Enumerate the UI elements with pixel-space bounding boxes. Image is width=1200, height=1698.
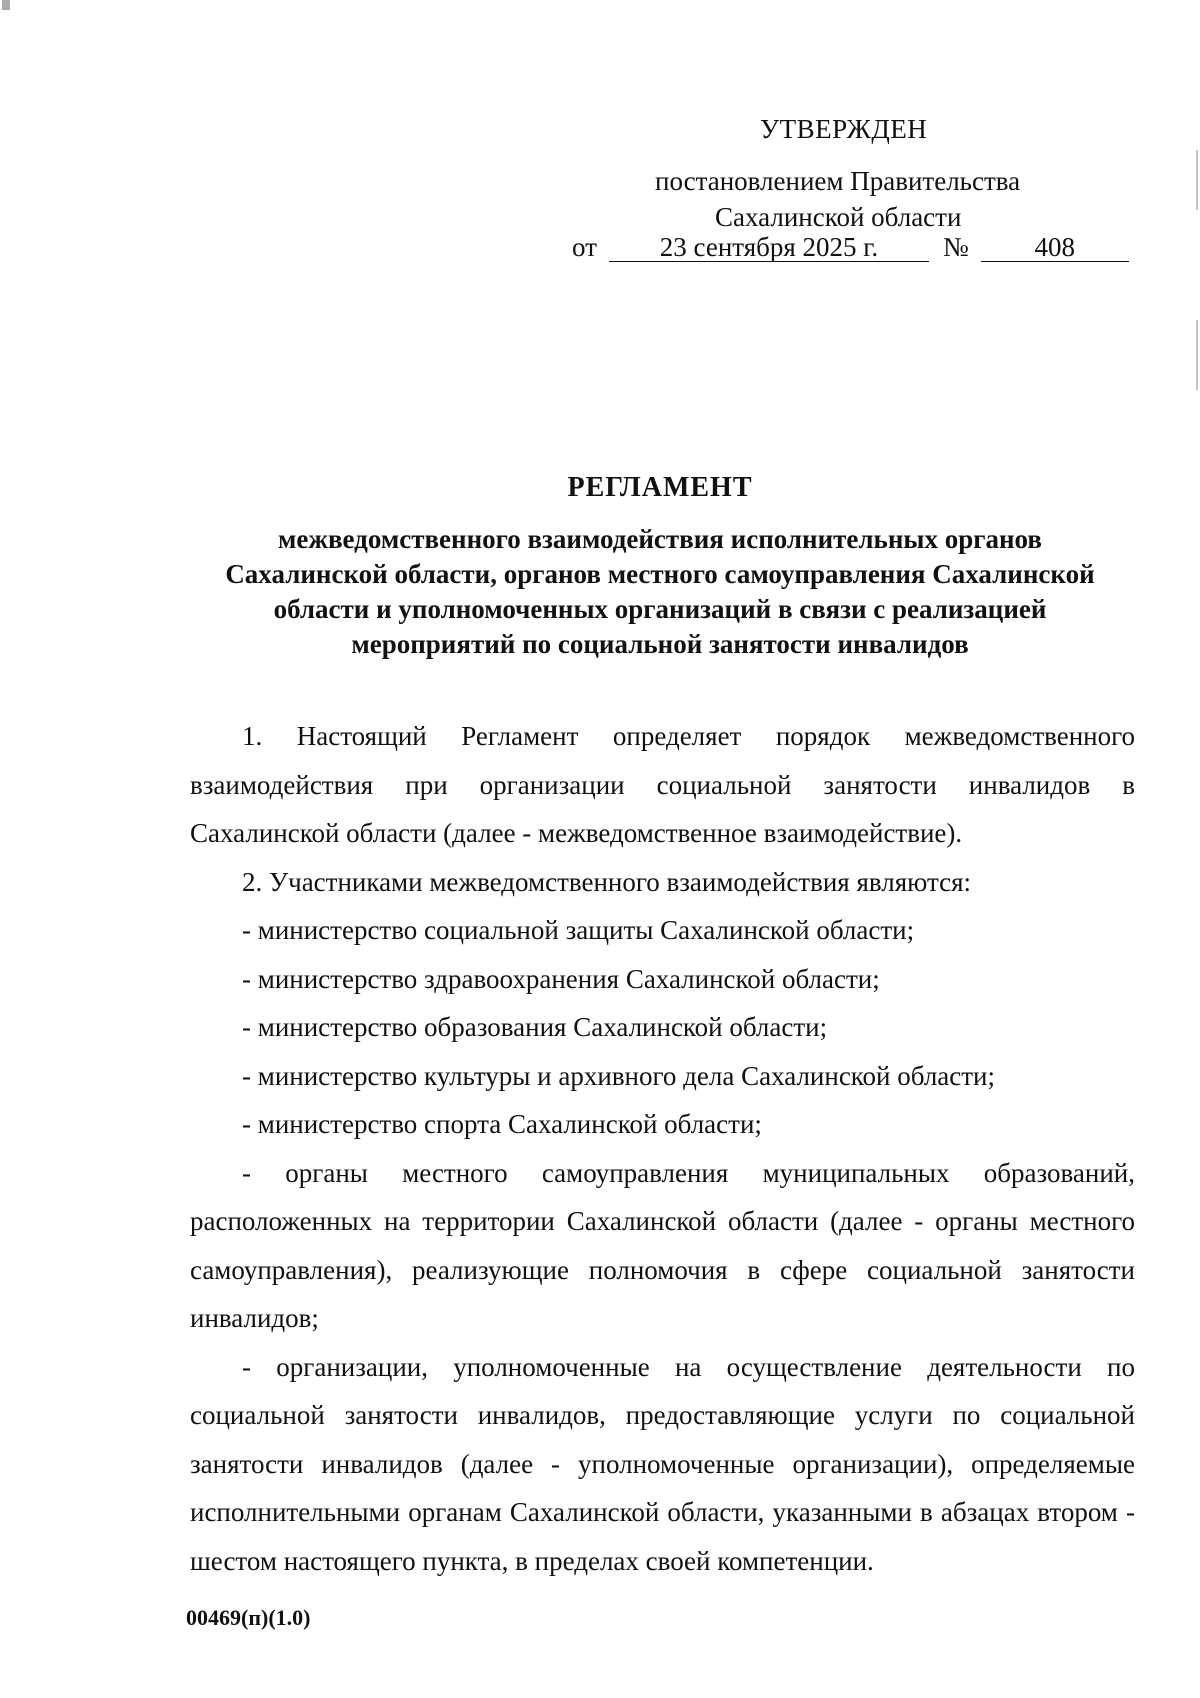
document-title: РЕГЛАМЕНТ: [567, 472, 753, 503]
scan-artifact-right-2: [1196, 320, 1198, 390]
approved-title: УТВЕРЖДЕН: [760, 114, 928, 144]
list-item: - министерство образования Сахалинской области;: [242, 1012, 828, 1042]
subtitle-line: области и уполномоченных организаций в связи с реализацией: [273, 594, 1047, 624]
list-item: - министерство культуры и архивного дела Сахалинской области;: [242, 1060, 996, 1091]
subtitle-line: Сахалинской области, органов местного самоуправления Сахалинской: [225, 559, 1095, 589]
subtitle-line: межведомственного взаимодействия исполнительных органов: [278, 524, 1042, 554]
list-item: - министерство спорта Сахалинской области;: [242, 1109, 762, 1139]
document-code: 00469(п)(1.0): [186, 1605, 311, 1630]
approval-date-number-line: [572, 228, 1129, 268]
subtitle-line: мероприятий по социальной занятости инвалидов: [351, 629, 969, 659]
document-subtitle: [170, 522, 1150, 662]
number-label: №: [942, 232, 969, 262]
approval-date: 23 сентября 2025 г.: [609, 228, 929, 262]
scan-artifact-right-1: [1196, 150, 1198, 210]
paragraph: 1. Настоящий Регламент определяет порядок межведомственного взаимодействия при организации социальной занятости инвалидов в Сахалинской области (далее - межведомственное взаимодействие).: [190, 721, 1135, 848]
scan-artifact-top-left: [2, 0, 10, 10]
approval-number: 408: [981, 228, 1129, 262]
approval-line-2: Сахалинской области: [715, 202, 962, 232]
list-item: - министерство социальной защиты Сахалинской области;: [242, 915, 915, 945]
document-body: [190, 712, 1135, 1585]
paragraph: 2. Участниками межведомственного взаимодействия являются:: [242, 866, 972, 897]
list-item: - организации, уполномоченные на осуществление деятельности по социальной занятости инвалидов, предоставляющие услуги по социальной занятости инвалидов (далее - уполномоченные организации), определяемые исполнительными органам Сахалинской области, указанными в абзацах втором - шестом настоящего пункта, в пределах своей компетенции.: [190, 1351, 1135, 1576]
from-label: от: [572, 232, 597, 262]
list-item: - органы местного самоуправления муниципальных образований, расположенных на территории Сахалинской области (далее - органы местного самоуправления), реализующие полномочия в сфере социальной занятости инвалидов;: [190, 1157, 1135, 1333]
approval-line-1: постановлением Правительства: [655, 166, 1021, 196]
list-item: - министерство здравоохранения Сахалинской области;: [242, 963, 880, 994]
